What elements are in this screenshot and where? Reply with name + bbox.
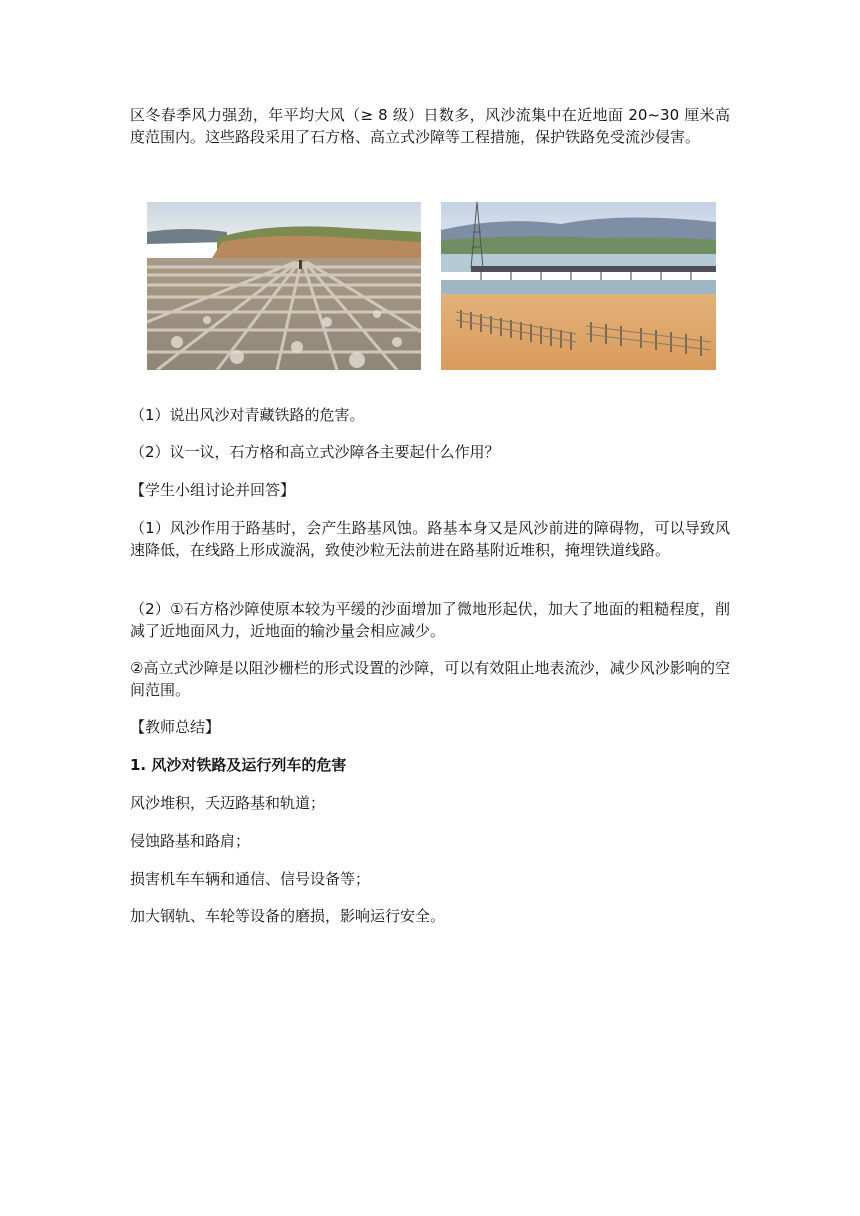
section-1-item: 侵蚀路基和路肩； [130, 832, 251, 850]
section-1-item: 风沙堆积，夭迈路基和轨道； [130, 794, 326, 812]
stone-checkerboard-photo [147, 202, 421, 370]
stone-checkerboard-image [147, 202, 421, 370]
answer-1: （1）风沙作用于路基时，会产生路基风蚀。路基本身又是风沙前进的障碍物，可以导致风速降低，在线路上形成漩涡，致使沙粒无法前进在路基附近堆积，掩埋铁道线路。 [130, 519, 730, 559]
question-2: （2）议一议，石方格和高立式沙障各主要起什么作用？ [130, 443, 500, 461]
section-1-title: 1. 风沙对铁路及运行列车的危害 [130, 756, 347, 774]
intro-paragraph: 区冬春季风力强劲，年平均大风（≥ 8 级）日数多，风沙流集中在近地面 20~30 厘米高度范围内。这些路段采用了石方格、高立式沙障等工程措施，保护铁路免受流沙侵害。 [130, 106, 730, 146]
high-fence-barrier-image [441, 202, 716, 370]
high-fence-barrier-photo [441, 202, 716, 370]
section-1-item: 加大钢轨、车轮等设备的磨损，影响运行安全。 [130, 907, 446, 925]
section-1-item: 损害机车车辆和通信、信号设备等； [130, 870, 371, 888]
student-discussion-heading: 【学生小组讨论并回答】 [130, 481, 296, 499]
answer-3: ②高立式沙障是以阻沙栅栏的形式设置的沙障，可以有效阻止地表流沙，减少风沙影响的空间范围。 [130, 659, 730, 699]
answer-2: （2）①石方格沙障使原本较为平缓的沙面增加了微地形起伏，加大了地面的粗糙程度，削减了近地面风力，近地面的输沙量会相应减少。 [130, 600, 730, 640]
teacher-summary-heading: 【教师总结】 [130, 718, 221, 736]
question-1: （1）说出风沙对青藏铁路的危害。 [130, 406, 365, 424]
